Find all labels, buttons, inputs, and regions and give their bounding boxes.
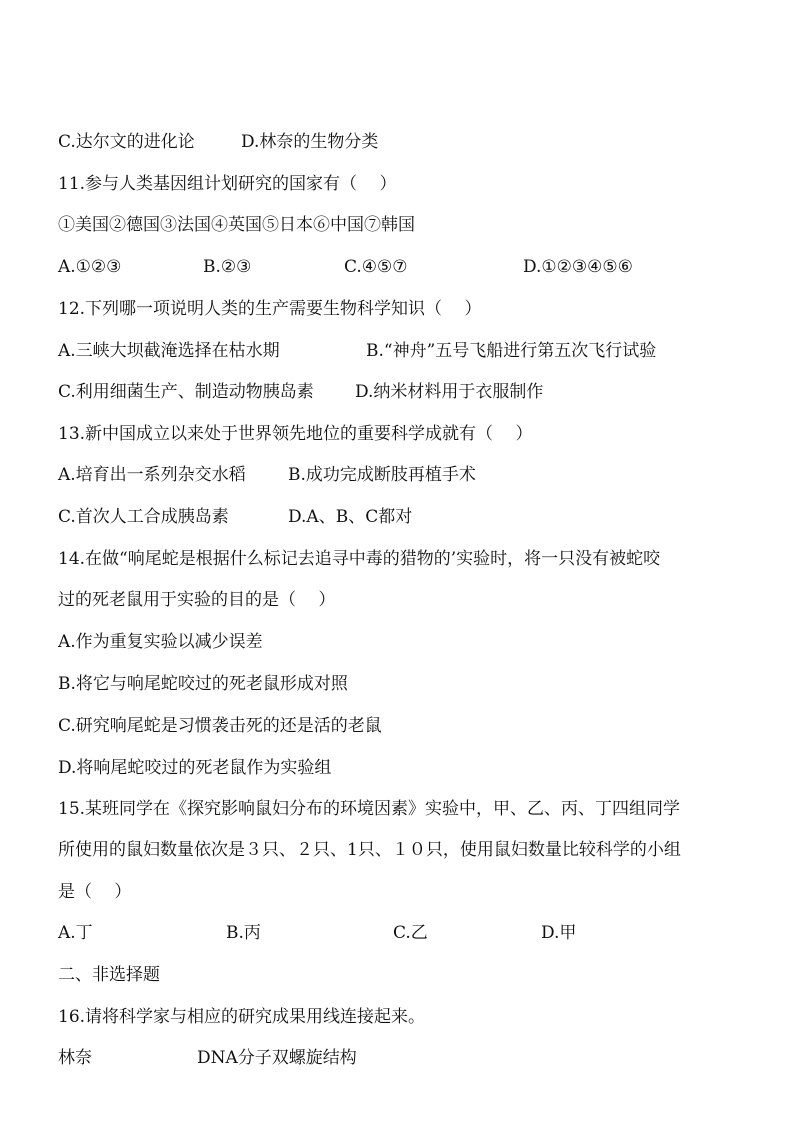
q10-option-d: D.林奈的生物分类 [241,132,379,152]
q12-stem: 12.下列哪一项说明人类的生产需要生物科学知识（ ） [58,299,482,319]
q13-option-d: D.A、B、C都对 [288,507,413,527]
q16-scientist-label: 林奈 [58,1048,92,1068]
q13-option-a: A.培育出一系列杂交水稻 [58,465,246,485]
q12-option-c: C.利用细菌生产、制造动物胰岛素 [58,382,314,402]
q12-option-d: D.纳米材料用于衣服制作 [355,382,544,402]
q14-option-b: B.将它与响尾蛇咬过的死老鼠形成对照 [58,674,348,694]
q13-option-b: B.成功完成断肢再植手术 [288,465,476,485]
q14-option-d: D.将响尾蛇咬过的死老鼠作为实验组 [58,758,332,778]
q14-stem-line-1: 14.在做“响尾蛇是根据什么标记去追寻中毒的猎物的’实验时，将一只没有被蛇咬 [58,549,661,569]
q11-stem: 11.参与人类基因组计划研究的国家有（ ） [58,174,397,194]
q13-stem: 13.新中国成立以来处于世界领先地位的重要科学成就有（ ） [58,424,533,444]
q15-stem-line-2: 所使用的鼠妇数量依次是３只、２只、1只、１０只，使用鼠妇数量比较科学的小组 [58,840,681,860]
q14-option-c: C.研究响尾蛇是习惯袭击死的还是活的老鼠 [58,716,382,736]
q15-option-c: C.乙 [393,923,428,943]
q11-option-b: B.②③ [203,257,252,277]
q11-option-a: A.①②③ [58,257,122,277]
q14-option-a: A.作为重复实验以减少误差 [58,632,263,652]
q16-stem: 16.请将科学家与相应的研究成果用线连接起来。 [58,1007,426,1027]
q15-stem-line-1: 15.某班同学在《探究影响鼠妇分布的环境因素》实验中，甲、乙、丙、丁四组同学 [58,799,681,819]
q11-option-c: C.④⑤⑦ [344,257,408,277]
section-heading: 二、非选择题 [58,965,160,985]
q15-option-a: A.丁 [58,923,93,943]
q12-option-a: A.三峡大坝截淹选择在枯水期 [58,341,280,361]
q16-achievement-label: DNA分子双螺旋结构 [197,1048,357,1068]
q15-stem-line-3: 是（ ） [58,882,132,902]
q11-country-list: ①美国②德国③法国④英国⑤日本⑥中国⑦韩国 [58,215,415,235]
q11-option-d: D.①②③④⑤⑥ [523,257,633,277]
q13-option-c: C.首次人工合成胰岛素 [58,507,229,527]
q15-option-b: B.丙 [226,923,261,943]
q15-option-d: D.甲 [541,923,577,943]
q14-stem-line-2: 过的死老鼠用于实验的目的是（ ） [58,590,336,610]
q12-option-b: B.“神舟”五号飞船进行第五次飞行试验 [366,341,657,361]
q10-option-c: C.达尔文的进化论 [58,132,195,152]
